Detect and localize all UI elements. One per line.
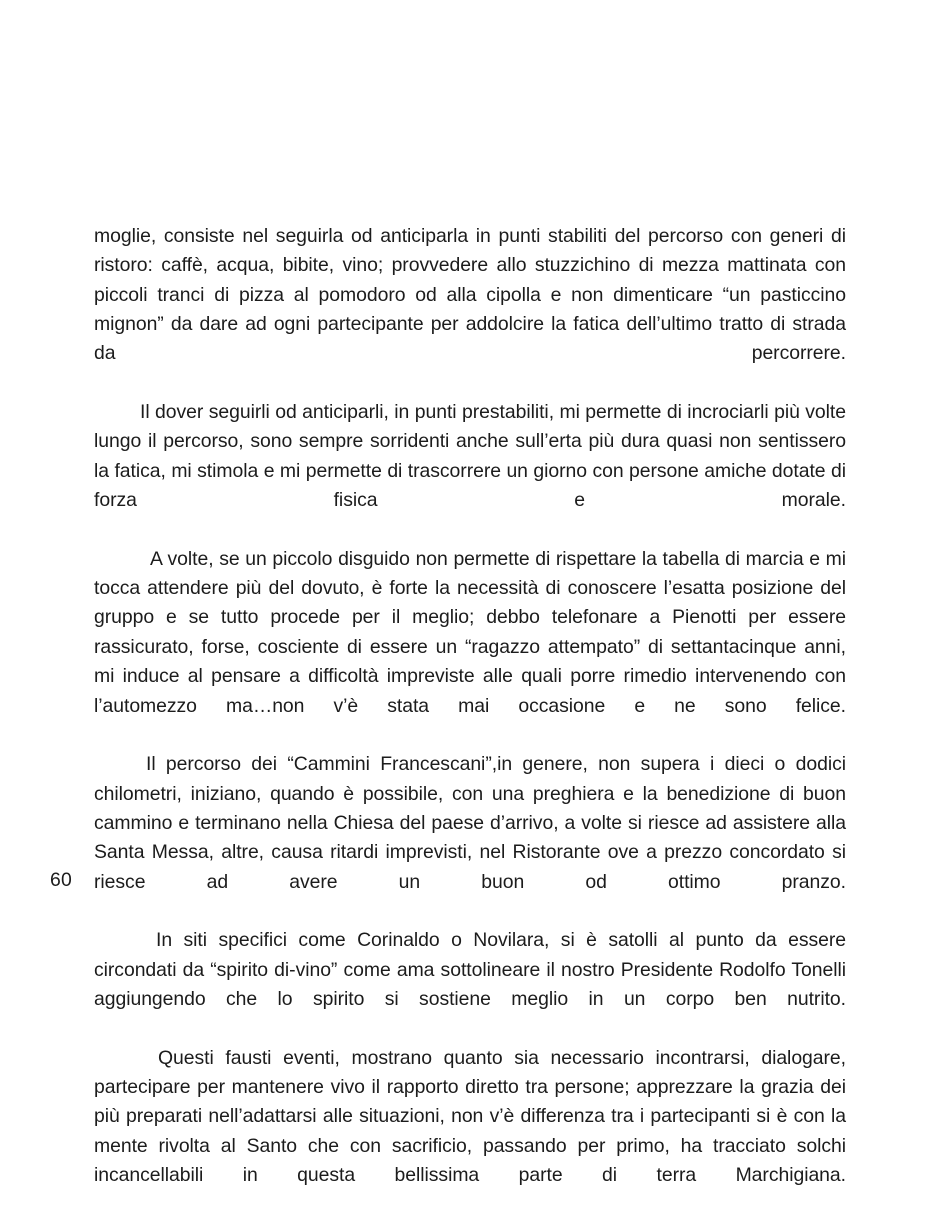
- paragraph-2: Il dover seguirli od anticiparli, in punti prestabiliti, mi permette di incrociarli più volte lungo il percorso, sono sempre sorridenti anche sull’erta più dura quasi non sentissero la fatica, mi stimola e mi permette di trascorrere un giorno con persone amiche dotate di forza fisica e morale.: [94, 401, 846, 512]
- paragraph-1: moglie, consiste nel seguirla od anticiparla in punti stabiliti del percorso con generi di ristoro: caffè, acqua, bibite, vino; provvedere allo stuzzichino di mezza mattinata con piccoli tranci di pizza al pomodoro od alla cipolla e non dimenticare “un pasticcino mignon” da dare ad ogni partecipante per addolcire la fatica dell’ultimo tratto di strada da percorrere.: [94, 225, 846, 365]
- body-text-column: [94, 222, 846, 1220]
- paragraph-4: Il percorso dei “Cammini Francescani”,in genere, non supera i dieci o dodici chilometri, iniziano, quando è possibile, con una preghiera e la benedizione di buon cammino e terminano nella Chiesa del paese d’arrivo, a volte si riesce ad assistere alla Santa Messa, altre, causa ritardi imprevisti, nel Ristorante ove a prezzo concordato si riesce ad avere un buon od ottimo pranzo.: [94, 753, 846, 893]
- paragraph-3: A volte, se un piccolo disguido non permette di rispettare la tabella di marcia e mi tocca attendere più del dovuto, è forte la necessità di conoscere l’esatta posizione del gruppo e se tutto procede per il meglio; debbo telefonare a Pienotti per essere rassicurato, forse, cosciente di essere un “ragazzo attempato” di settantacinque anni, mi induce al pensare a difficoltà impreviste alle quali porre rimedio intervenendo con l’automezzo ma…non v’è stata mai occasione e ne sono felice.: [94, 547, 846, 717]
- page-number-folio: 60: [50, 869, 72, 891]
- paragraph-5: In siti specifici come Corinaldo o Novilara, si è satolli al punto da essere circondati da “spirito di-vino” come ama sottolineare il nostro Presidente Rodolfo Tonelli aggiungendo che lo spirito si sostiene meglio in un corpo ben nutrito.: [94, 929, 846, 1010]
- paragraph-6: Questi fausti eventi, mostrano quanto sia necessario incontrarsi, dialogare, partecipare per mantenere vivo il rapporto diretto tra persone; apprezzare la grazia dei più preparati nell’adattarsi alle situazioni, non v’è differenza tra i partecipanti si è con la mente rivolta al Santo che con sacrificio, passando per primo, ha tracciato solchi incancellabili in questa bellissima parte di terra Marchigiana.: [94, 1046, 846, 1186]
